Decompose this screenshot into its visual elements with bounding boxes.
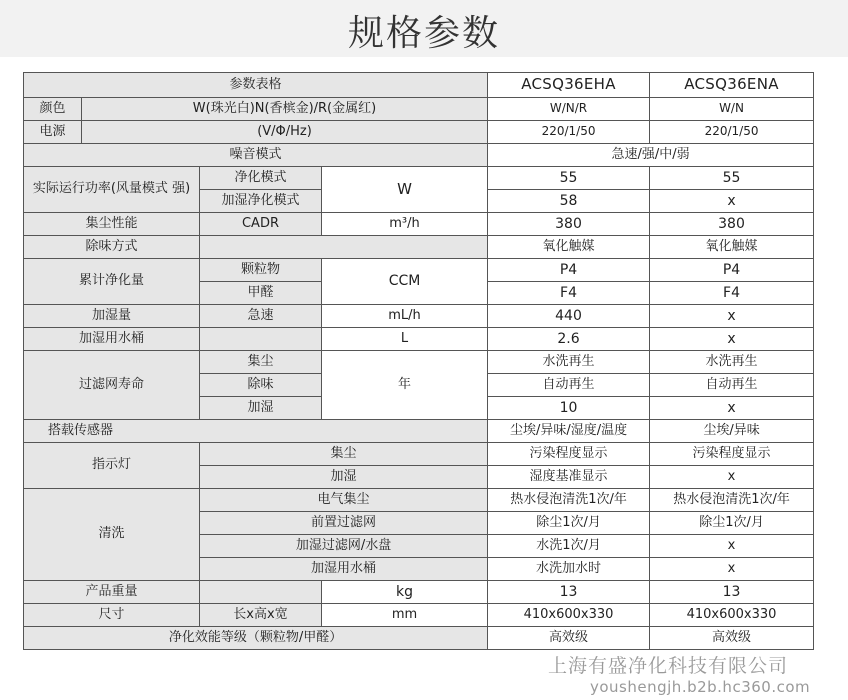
table-row-size — [24, 604, 814, 627]
spec-table — [23, 72, 814, 650]
indicator-value-2-2: x — [650, 466, 814, 489]
deodor-value-2: 氧化触媒 — [650, 236, 814, 259]
cumulative-value-2-1: F4 — [488, 282, 650, 305]
cleaning-sub-label-1: 电气集尘 — [200, 489, 488, 512]
indicator-value-2-1: 湿度基准显示 — [488, 466, 650, 489]
sensor-value-1: 尘埃/异味/湿度/温度 — [488, 420, 650, 443]
watermark-url: youshengjh.b2b.hc360.com — [590, 678, 811, 696]
size-value-1: 410x600x330 — [488, 604, 650, 627]
weight-label: 产品重量 — [24, 581, 200, 604]
cleaning-value-2-1: 除尘1次/月 — [488, 512, 650, 535]
weight-value-2: 13 — [650, 581, 814, 604]
dust-unit: m³/h — [322, 213, 488, 236]
cumulative-label: 累计净化量 — [24, 259, 200, 305]
model-header-1: ACSQ36EHA — [488, 73, 650, 98]
table-row-header — [24, 73, 814, 98]
run-power-value-2-1: 58 — [488, 190, 650, 213]
size-label: 尺寸 — [24, 604, 200, 627]
table-row-deodor — [24, 236, 814, 259]
filter-life-unit: 年 — [322, 351, 488, 420]
table-row-weight — [24, 581, 814, 604]
table-row-run-power-1 — [24, 167, 814, 190]
filter-life-value-2-2: 自动再生 — [650, 374, 814, 397]
tank-unit: L — [322, 328, 488, 351]
humid-label: 加湿量 — [24, 305, 200, 328]
deodor-empty — [200, 236, 488, 259]
sensor-value-2: 尘埃/异味 — [650, 420, 814, 443]
power-value-1: 220/1/50 — [488, 121, 650, 144]
cleaning-sub-label-4: 加湿用水桶 — [200, 558, 488, 581]
dust-value-1: 380 — [488, 213, 650, 236]
cumulative-value-2-2: F4 — [650, 282, 814, 305]
tank-empty — [200, 328, 322, 351]
indicator-sub-label-1: 集尘 — [200, 443, 488, 466]
indicator-value-1-1: 污染程度显示 — [488, 443, 650, 466]
filter-life-value-3-2: x — [650, 397, 814, 420]
power-value-2: 220/1/50 — [650, 121, 814, 144]
color-value-1: W/N/R — [488, 98, 650, 121]
power-label: 电源 — [24, 121, 82, 144]
watermark-company: 上海有盛净化科技有限公司 — [548, 655, 789, 677]
filter-life-value-1-2: 水洗再生 — [650, 351, 814, 374]
cumulative-value-1-1: P4 — [488, 259, 650, 282]
table-row-noise — [24, 144, 814, 167]
cleaning-value-3-1: 水洗1次/月 — [488, 535, 650, 558]
run-power-value-2-2: x — [650, 190, 814, 213]
table-row-dust — [24, 213, 814, 236]
dust-sub-label: CADR — [200, 213, 322, 236]
filter-life-sub-label-3: 加湿 — [200, 397, 322, 420]
humid-sub-label: 急速 — [200, 305, 322, 328]
run-power-unit: W — [322, 167, 488, 213]
cleaning-sub-label-3: 加湿过滤网/水盘 — [200, 535, 488, 558]
cleaning-value-3-2: x — [650, 535, 814, 558]
table-row-grade — [24, 627, 814, 650]
table-row-filter-life-1 — [24, 351, 814, 374]
color-value-2: W/N — [650, 98, 814, 121]
model-header-2: ACSQ36ENA — [650, 73, 814, 98]
weight-empty — [200, 581, 322, 604]
noise-label: 噪音模式 — [24, 144, 488, 167]
run-power-sub-label-1: 净化模式 — [200, 167, 322, 190]
table-row-indicator-1 — [24, 443, 814, 466]
indicator-value-1-2: 污染程度显示 — [650, 443, 814, 466]
size-value-2: 410x600x330 — [650, 604, 814, 627]
filter-life-sub-label-1: 集尘 — [200, 351, 322, 374]
weight-unit: kg — [322, 581, 488, 604]
weight-value-1: 13 — [488, 581, 650, 604]
humid-value-2: x — [650, 305, 814, 328]
table-row-color — [24, 98, 814, 121]
filter-life-label: 过滤网寿命 — [24, 351, 200, 420]
page-title: 规格参数 — [347, 13, 500, 54]
noise-value: 急速/强/中/弱 — [488, 144, 814, 167]
header-label: 参数表格 — [24, 73, 488, 98]
tank-value-2: x — [650, 328, 814, 351]
grade-label: 净化效能等级（颗粒物/甲醛） — [24, 627, 488, 650]
table-row-cleaning-1 — [24, 489, 814, 512]
indicator-sub-label-2: 加湿 — [200, 466, 488, 489]
size-unit: mm — [322, 604, 488, 627]
run-power-value-1-2: 55 — [650, 167, 814, 190]
cleaning-value-4-2: x — [650, 558, 814, 581]
color-desc: W(珠光白)N(香槟金)/R(金属红) — [82, 98, 488, 121]
humid-value-1: 440 — [488, 305, 650, 328]
tank-value-1: 2.6 — [488, 328, 650, 351]
dust-label: 集尘性能 — [24, 213, 200, 236]
table-row-sensor — [24, 420, 814, 443]
filter-life-value-3-1: 10 — [488, 397, 650, 420]
deodor-value-1: 氧化触媒 — [488, 236, 650, 259]
filter-life-value-2-1: 自动再生 — [488, 374, 650, 397]
deodor-label: 除味方式 — [24, 236, 200, 259]
cleaning-sub-label-2: 前置过滤网 — [200, 512, 488, 535]
size-sub-label: 长x高x宽 — [200, 604, 322, 627]
cleaning-value-1-1: 热水侵泡清洗1次/年 — [488, 489, 650, 512]
table-row-humid — [24, 305, 814, 328]
power-desc: (V/Φ/Hz) — [82, 121, 488, 144]
cleaning-value-4-1: 水洗加水时 — [488, 558, 650, 581]
indicator-label: 指示灯 — [24, 443, 200, 489]
table-row-cumulative-1 — [24, 259, 814, 282]
run-power-label: 实际运行功率(风量模式 强) — [24, 167, 200, 213]
cleaning-label: 清洗 — [24, 489, 200, 581]
cumulative-sub-label-2: 甲醛 — [200, 282, 322, 305]
grade-value-2: 高效级 — [650, 627, 814, 650]
cleaning-value-2-2: 除尘1次/月 — [650, 512, 814, 535]
filter-life-sub-label-2: 除味 — [200, 374, 322, 397]
table-row-power — [24, 121, 814, 144]
run-power-sub-label-2: 加湿净化模式 — [200, 190, 322, 213]
table-row-tank — [24, 328, 814, 351]
dust-value-2: 380 — [650, 213, 814, 236]
color-label: 颜色 — [24, 98, 82, 121]
cumulative-value-1-2: P4 — [650, 259, 814, 282]
cumulative-sub-label-1: 颗粒物 — [200, 259, 322, 282]
title-bar — [0, 0, 848, 57]
run-power-value-1-1: 55 — [488, 167, 650, 190]
sensor-label: 搭载传感器 — [24, 420, 488, 443]
grade-value-1: 高效级 — [488, 627, 650, 650]
humid-unit: mL/h — [322, 305, 488, 328]
tank-label: 加湿用水桶 — [24, 328, 200, 351]
cleaning-value-1-2: 热水侵泡清洗1次/年 — [650, 489, 814, 512]
cumulative-unit: CCM — [322, 259, 488, 305]
filter-life-value-1-1: 水洗再生 — [488, 351, 650, 374]
